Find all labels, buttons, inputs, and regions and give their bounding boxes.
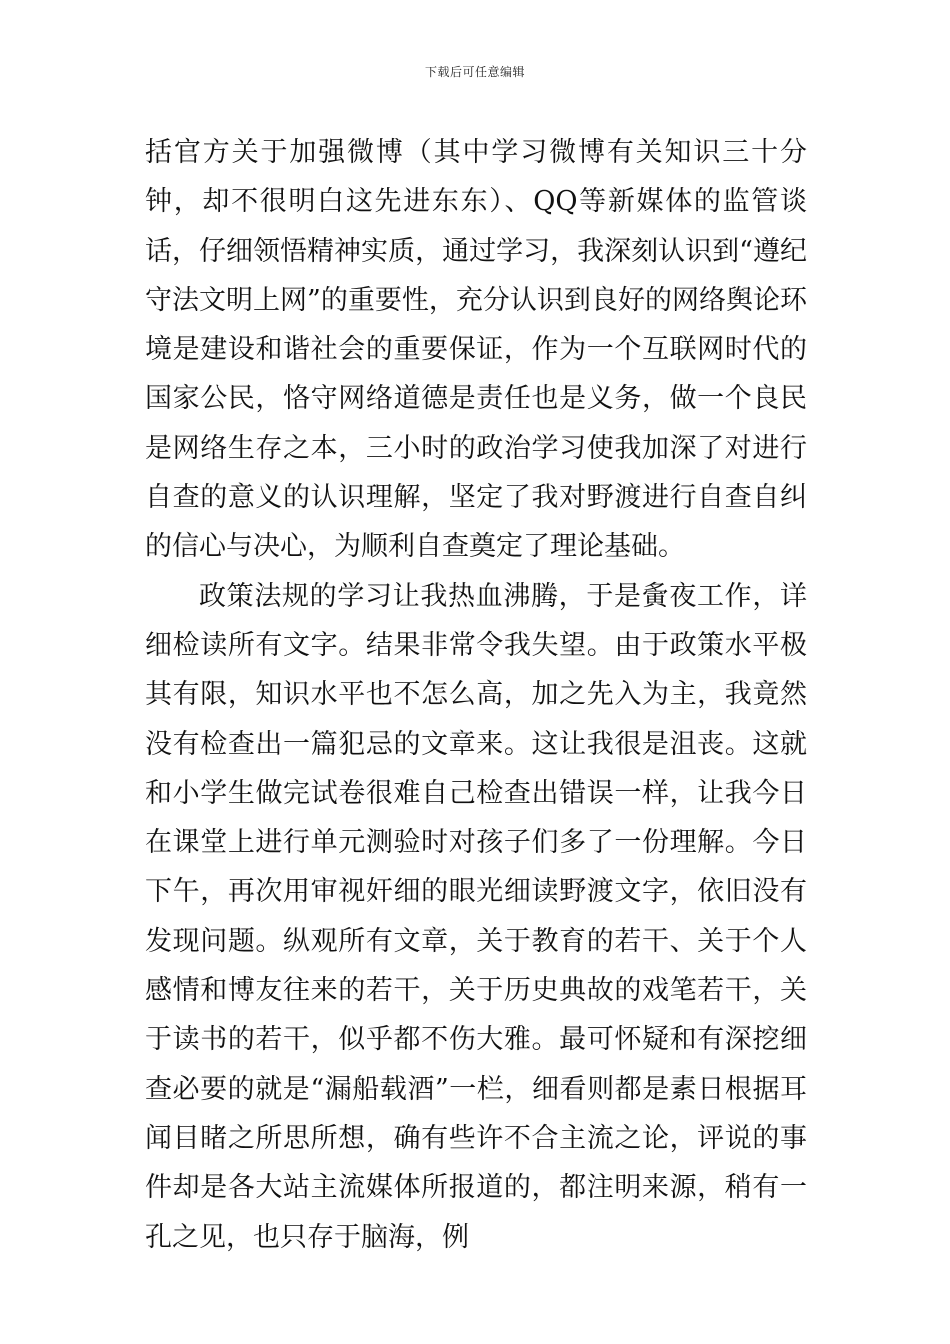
text-line: 都不伤大雅。最可怀疑和有深挖细查必要的就是“漏船载 xyxy=(145,1024,808,1105)
text-line: 政策法规的学习让我热血沸腾，于是夤夜工作，详细 xyxy=(145,580,807,661)
text-line: 所有文章，关于教育的若干、关于个人感情和博友往来的 xyxy=(145,925,808,1007)
text-line: 本，三小时的政治学习使我加深了对进行自查的意义的认 xyxy=(145,432,808,514)
text-line: 限，知识水平也不怎么高，加之先入为主，我竟然没有检 xyxy=(145,679,808,760)
text-line: 检读所有文字。结果非常令我失望。由于政策水平极其有 xyxy=(145,629,807,711)
text-line: 识理解，坚定了我对野渡进行自查自纠的信心与决心，为 xyxy=(145,482,808,563)
text-line: 查出一篇犯忌的文章来。这让我很是沮丧。这就和小学生 xyxy=(145,728,808,809)
text-line: 审视奸细的眼光细读野渡文字，依旧没有发现问题。纵观 xyxy=(145,876,808,957)
paragraph-2 xyxy=(145,572,807,1262)
text-line: 括官方关于加强微博（其中学习微博有关知识三十分钟， xyxy=(145,137,807,218)
text-line: 酒”一栏，细看则都是素日根据耳闻目睹之所思所想，确 xyxy=(145,1073,807,1154)
text-line: 和谐社会的重要保证，作为一个互联网时代的国家公民， xyxy=(145,334,808,415)
text-line: 报道的，都注明来源，稍有一孔之见，也只存于脑海，例 xyxy=(145,1172,808,1253)
text-line: 却不很明白这先进东东）、QQ等新媒体的监管谈话，仔细 xyxy=(145,186,807,267)
text-line: 若干，关于历史典故的戏笔若干，关于读书的若干，似乎 xyxy=(145,975,808,1056)
text-line: 顺利自查奠定了理论基础。 xyxy=(361,531,685,563)
text-line: 做完试卷很难自己检查出错误一样，让我今日在课堂上进 xyxy=(145,777,808,859)
document-body xyxy=(145,128,807,1262)
text-line: 上网”的重要性，充分认识到良好的网络舆论环境是建设 xyxy=(145,284,807,366)
text-line: 领悟精神实质，通过学习，我深刻认识到“遵纪守法文明 xyxy=(145,235,807,316)
page-header: 下载后可任意编辑 xyxy=(424,65,525,79)
text-line: 行单元测验时对孩子们多了一份理解。今日下午，再次用 xyxy=(145,827,808,908)
paragraph-1 xyxy=(145,128,807,572)
text-line: 有些许不合主流之论，评说的事件却是各大站主流媒体所 xyxy=(145,1122,808,1204)
text-line: 恪守网络道德是责任也是义务，做一个良民是网络生存之 xyxy=(145,383,808,464)
